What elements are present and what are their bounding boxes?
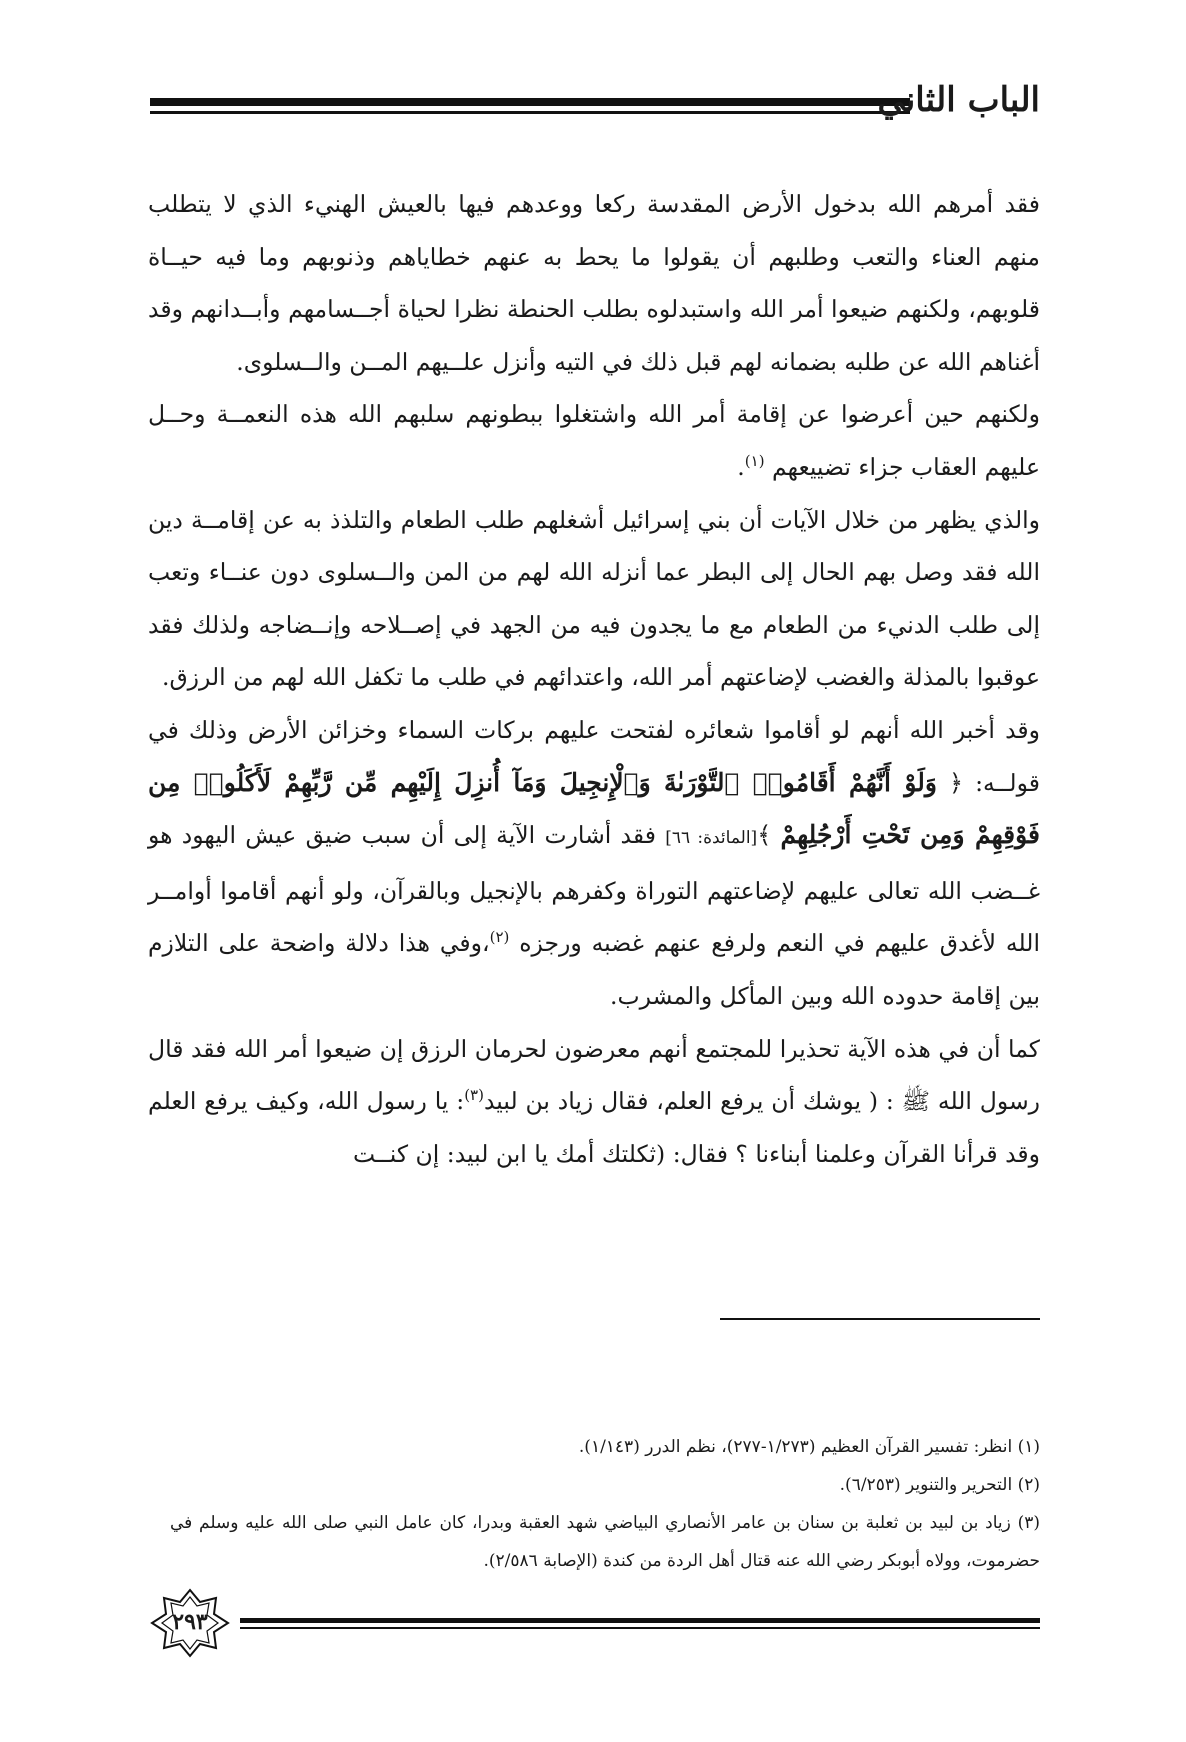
verse-close-bracket: ﴾ — [757, 821, 772, 850]
page-footer — [150, 1588, 1040, 1658]
page-header — [150, 78, 1040, 138]
footnotes — [170, 1428, 1040, 1580]
footnote-separator — [720, 1318, 1040, 1320]
paragraph-4-end: ،وفي هذا دلالة واضحة على التلازم بين إقامة حدوده الله وبين المأكل والمشرب. — [148, 929, 1040, 1010]
paragraph-5-start: كما أن في هذه الآية تحذيرا للمجتمع أنهم معرضون لحرمان الرزق إن ضيعوا أمر الله فقد قال رسول الله ﷺ : ( يوشك أن يرفع العلم، فقال زياد بن لبيد — [148, 1034, 1040, 1116]
paragraph-3: والذي يظهر من خلال الآيات أن بني إسرائيل أشغلهم طلب الطعام والتلذذ به عن إقامــة دين الله فقد وصل بهم الحال إلى البطر عما أنزله الله لهم من المن والــسلوى دون عنــاء وتعب إلى طلب الدنيء من الطعام مع ما يجدون فيه من الجهد في إصــلاحه وإنــضاجه ولذلك فقد عوقبوا بالمذلة والغضب لإضاعتهم أمر الله، واعتدائهم في طلب ما تكفل الله لهم من الرزق. — [148, 505, 1040, 692]
paragraph-4-mid: فقد أشارت الآية إلى أن سبب ضيق عيش اليهود هو غــضب الله تعالى عليهم لإضاعتهم التوراة وكفرهم بالإنجيل وبالقرآن، ولو أنهم أقاموا أوامــر الله لأغدق عليهم في النعم ولرفع عنهم غضبه ورجزه — [148, 821, 1040, 958]
main-text — [148, 178, 1040, 1180]
verse-citation: [المائدة: ٦٦] — [665, 828, 758, 849]
paragraph-2-end: . — [737, 452, 745, 481]
footnote-ref-3[interactable]: (٣) — [464, 1086, 484, 1105]
footer-rule — [240, 1618, 1040, 1623]
quran-verse: وَلَوْ أَنَّهُمْ أَقَامُوا۟ ٱلتَّوْرَىٰةَ وَٱلْإِنجِيلَ وَمَآ أُنزِلَ إِلَيْهِم مِّن رَّبِّهِمْ لَأَكَلُوا۟ مِن فَوْقِهِمْ وَمِن تَحْتِ أَرْجُلِهِمْ — [148, 767, 1040, 850]
footnote-ref-2[interactable]: (٢) — [489, 928, 510, 947]
paragraph-1: فقد أمرهم الله بدخول الأرض المقدسة ركعا ووعدهم فيها بالعيش الهنيء الذي لا يتطلب منهم العناء والتعب وطلبهم أن يقولوا ما يحط به عنهم خطاياهم وذنوبهم وما فيه حيــاة قلوبهم، ولكنهم ضيعوا أمر الله واستبدلوه بطلب الحنطة نظرا لحياة أجــسامهم وأبــدانهم وقد أغناهم الله عن طلبه بضمانه لهم قبل ذلك في التيه وأنزل علــيهم المــن والــسلوى. — [148, 190, 1040, 376]
paragraph-4-intro: وقد أخبر الله أنهم لو أقاموا شعائره لفتحت عليهم بركات السماء وخزائن الأرض وذلك في قولــه: — [148, 715, 1040, 797]
paragraph-5 — [148, 1023, 1040, 1181]
paragraph-2 — [148, 388, 1040, 493]
footnote-ref-1[interactable]: (١) — [744, 452, 765, 471]
footnote-1: (١) انظر: تفسير القرآن العظيم (١/٢٧٣-٢٧٧)، نظم الدرر (١/١٤٣). — [578, 1437, 1040, 1457]
paragraph-5-end: : يا رسول الله، وكيف يرفع العلم وقد قرأنا القرآن وعلمنا أبناءنا ؟ فقال: (ثكلتك أمك يا ابن لبيد: إن كنــت — [148, 1087, 1040, 1168]
page-number-badge — [150, 1588, 230, 1658]
header-rule-thin — [150, 111, 910, 114]
footer-rule-thin — [240, 1627, 1040, 1629]
page-number: ٢٩٣ — [172, 1609, 208, 1635]
footnote-2: (٢) التحرير والتنوير (٦/٢٥٣). — [839, 1475, 1040, 1495]
chapter-title: الباب الثاني — [877, 80, 1040, 120]
verse-open-bracket: ﴿ — [949, 768, 964, 797]
paragraph-2-text: ولكنهم حين أعرضوا عن إقامة أمر الله واشتغلوا ببطونهم سلبهم الله هذه النعمــة وحــل عليهم العقاب جزاء تضييعهم — [148, 400, 1040, 481]
footnote-3: (٣) زياد بن لبيد بن ثعلبة بن سنان بن عامر الأنصاري البياضي شهد العقبة وبدرا، كان عامل النبي صلى الله عليه وسلم في حضرموت، وولاه أبوبكر رضي الله عنه قتال أهل الردة من كندة (الإصابة ٢/٥٨٦). — [170, 1513, 1040, 1571]
header-rule — [150, 98, 910, 106]
paragraph-4 — [148, 704, 1040, 1023]
